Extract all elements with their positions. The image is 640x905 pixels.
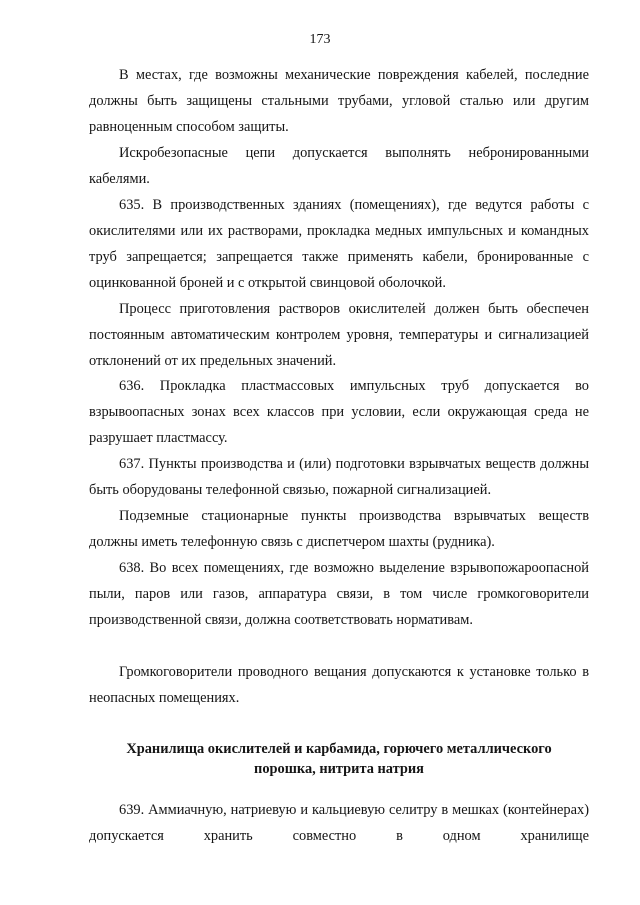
paragraph: 639. Аммиачную, натриевую и кальциевую селитру в мешках (контейнерах) допускается хранить совместно в одном хранилище: [89, 802, 589, 844]
paragraph: В местах, где возможны механические повреждения кабелей, последние должны быть защищены стальными трубами, угловой сталью или другим равноценным способом защиты.: [89, 67, 589, 135]
section-heading: [89, 739, 589, 779]
paragraph: 637. Пункты производства и (или) подготовки взрывчатых веществ должны быть оборудованы телефонной связью, пожарной сигнализацией.: [89, 456, 589, 498]
paragraph: 638. Во всех помещениях, где возможно выделение взрывопожароопасной пыли, паров или газов, аппаратура связи, в том числе громкоговорители производственной связи, должна соответствовать нормативам.: [89, 560, 589, 628]
section-heading-line: Хранилища окислителей и карбамида, горючего металлического: [126, 741, 552, 757]
page-number: 173: [309, 32, 331, 47]
paragraph: 636. Прокладка пластмассовых импульсных труб допускается во взрывоопасных зонах всех классов при условии, если окружающая среда не разрушает пластмассу.: [89, 378, 589, 446]
paragraph: Громкоговорители проводного вещания допускаются к установке только в неопасных помещениях.: [89, 664, 589, 706]
section-heading-line: порошка, нитрита натрия: [254, 761, 424, 777]
paragraph: Подземные стационарные пункты производства взрывчатых веществ должны иметь телефонную связь с диспетчером шахты (рудника).: [89, 508, 589, 550]
paragraph: Искробезопасные цепи допускается выполнять небронированными кабелями.: [89, 145, 589, 187]
paragraph: Процесс приготовления растворов окислителей должен быть обеспечен постоянным автоматическим контролем уровня, температуры и сигнализацией отклонений от их предельных значений.: [89, 301, 589, 369]
paragraph: 635. В производственных зданиях (помещениях), где ведутся работы с окислителями или их растворами, прокладка медных импульсных и командных труб запрещается; запрещается также применять кабели, бронированные с оцинкованной броней и с открытой свинцовой оболочкой.: [89, 197, 589, 291]
